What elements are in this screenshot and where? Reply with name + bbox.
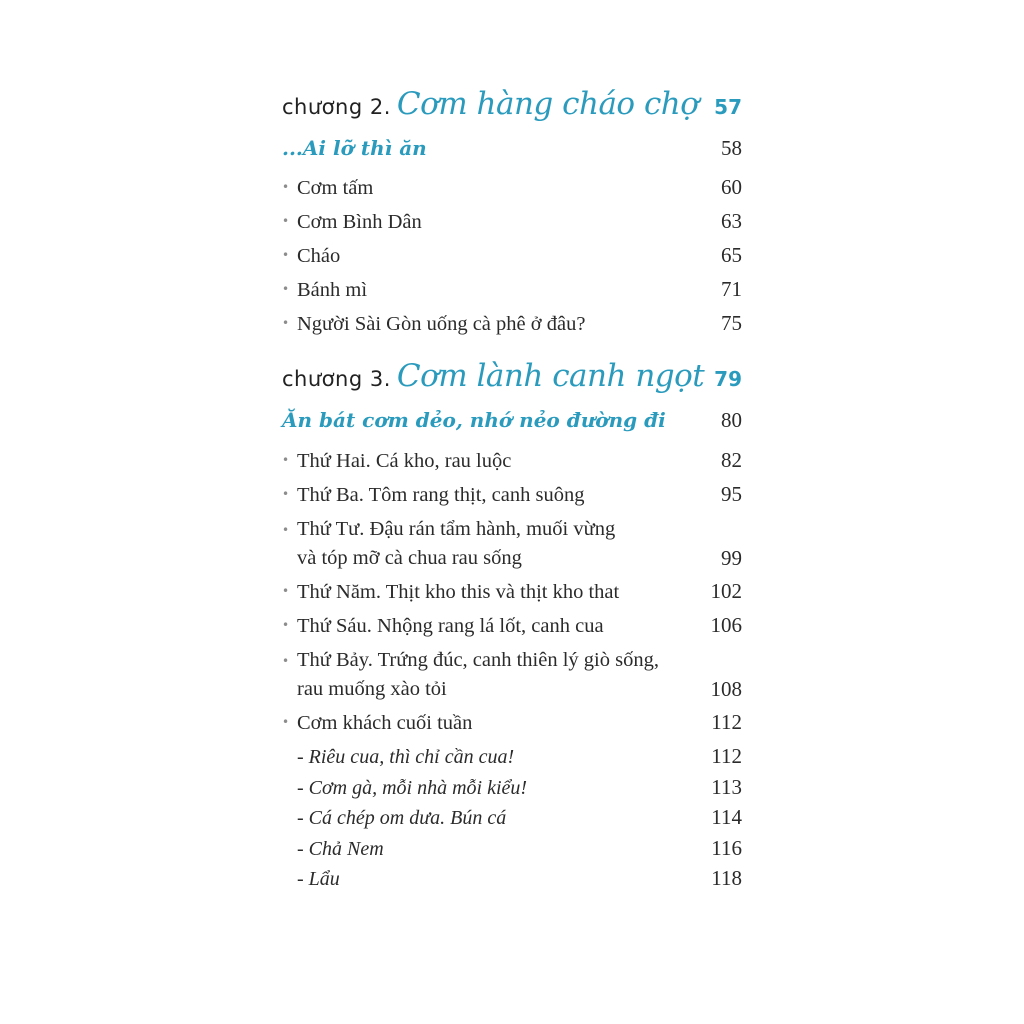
entry-label — [282, 709, 472, 738]
entry-page: 112 — [711, 710, 742, 734]
bullet-icon: • — [282, 453, 290, 467]
bullet-icon: • — [282, 715, 290, 729]
sub-entry-text: - Cơm gà, mỗi nhà mỗi kiểu! — [297, 777, 528, 799]
entry-page: 102 — [710, 579, 742, 603]
list-item — [282, 515, 742, 573]
entry-text-multiline — [297, 515, 615, 573]
sub-entry-page: 114 — [711, 805, 742, 829]
table-of-contents — [282, 0, 742, 1024]
sub-list-item — [282, 775, 742, 800]
entry-label — [282, 242, 340, 271]
list-item — [282, 310, 742, 339]
chapter-3-title-group — [282, 358, 704, 394]
bullet-icon: • — [282, 214, 290, 228]
list-item — [282, 709, 742, 738]
list-item — [282, 447, 742, 476]
entry-text: Thứ Ba. Tôm rang thịt, canh suông — [297, 484, 585, 506]
entry-text: Thứ Năm. Thịt kho this và thịt kho that — [297, 581, 620, 603]
sub-entry-text: - Lẩu — [297, 868, 340, 890]
entry-text-multiline — [297, 646, 659, 704]
entry-page: 95 — [721, 482, 742, 506]
list-item — [282, 174, 742, 203]
entry-text: Cơm khách cuối tuần — [297, 712, 473, 734]
entry-label — [282, 208, 422, 237]
entry-text: Người Sài Gòn uống cà phê ở đâu? — [297, 313, 586, 335]
list-item — [282, 612, 742, 641]
entry-label — [282, 310, 585, 339]
entry-text-line: rau muống xào tỏi — [297, 678, 447, 700]
entry-text: Thứ Sáu. Nhộng rang lá lốt, canh cua — [297, 615, 604, 637]
section-page: 80 — [721, 408, 742, 432]
entry-page: 106 — [710, 613, 742, 637]
entry-text: Cơm Bình Dân — [297, 211, 422, 233]
sub-entry-text: - Chả Nem — [297, 838, 384, 860]
chapter-3-page: 79 — [714, 367, 742, 391]
sub-entry-text: - Riêu cua, thì chỉ cần cua! — [297, 746, 515, 768]
sub-list-item — [282, 866, 742, 891]
list-item — [282, 276, 742, 305]
sub-entry-page: 112 — [711, 744, 742, 768]
entry-label — [282, 612, 604, 641]
sub-entry-page: 118 — [711, 866, 742, 890]
section-heading — [282, 136, 742, 161]
chapter-2-page: 57 — [714, 95, 742, 119]
entry-page: 82 — [721, 448, 742, 472]
bullet-icon: • — [282, 282, 290, 296]
sub-list-item — [282, 836, 742, 861]
section-title: ...Ai lỡ thì ăn — [282, 136, 427, 160]
sub-list-item — [282, 744, 742, 769]
entry-text: Thứ Hai. Cá kho, rau luộc — [297, 450, 512, 472]
chapter-2-label: chương 2. — [282, 95, 391, 119]
entry-label — [282, 481, 584, 510]
sub-entry-page: 116 — [711, 836, 742, 860]
bullet-icon: • — [282, 584, 290, 598]
entry-label — [282, 276, 367, 305]
section-page: 58 — [721, 136, 742, 160]
entry-label — [282, 174, 373, 203]
entry-text-line: Thứ Tư. Đậu rán tẩm hành, muối vừng — [297, 518, 616, 540]
chapter-2-heading — [282, 86, 742, 122]
entry-page: 65 — [721, 243, 742, 267]
entry-text-line: và tóp mỡ cà chua rau sống — [297, 547, 522, 569]
entry-text: Cơm tấm — [297, 177, 374, 199]
bullet-icon: • — [282, 618, 290, 632]
bullet-icon: • — [282, 487, 290, 501]
chapter-3-heading — [282, 358, 742, 394]
entry-label — [282, 578, 619, 607]
list-item — [282, 646, 742, 704]
chapter-2-title: Cơm hàng cháo chợ — [396, 86, 699, 122]
entry-page: 71 — [721, 277, 742, 301]
section-title: Ăn bát cơm dẻo, nhớ nẻo đường đi — [282, 408, 666, 432]
chapter-2-title-group — [282, 86, 698, 122]
bullet-icon: • — [282, 523, 290, 537]
entry-label — [282, 646, 659, 704]
entry-page: 75 — [721, 311, 742, 335]
entry-label — [282, 515, 615, 573]
sub-entry-text: - Cá chép om dưa. Bún cá — [297, 807, 507, 829]
entry-text-line: Thứ Bảy. Trứng đúc, canh thiên lý giò sống, — [297, 649, 659, 671]
list-item — [282, 208, 742, 237]
entry-page: 108 — [710, 677, 742, 701]
list-item — [282, 578, 742, 607]
entry-page: 60 — [721, 175, 742, 199]
bullet-icon: • — [282, 316, 290, 330]
entry-label — [282, 447, 511, 476]
list-item — [282, 242, 742, 271]
list-item — [282, 481, 742, 510]
entry-page: 99 — [721, 546, 742, 570]
entry-page: 63 — [721, 209, 742, 233]
bullet-icon: • — [282, 248, 290, 262]
section-heading — [282, 408, 742, 433]
entry-text: Bánh mì — [297, 279, 368, 301]
sub-entry-page: 113 — [711, 775, 742, 799]
chapter-3-title: Cơm lành canh ngọt — [396, 358, 705, 394]
chapter-3-label: chương 3. — [282, 367, 391, 391]
entry-text: Cháo — [297, 245, 341, 267]
bullet-icon: • — [282, 180, 290, 194]
sub-list-item — [282, 805, 742, 830]
bullet-icon: • — [282, 654, 290, 668]
